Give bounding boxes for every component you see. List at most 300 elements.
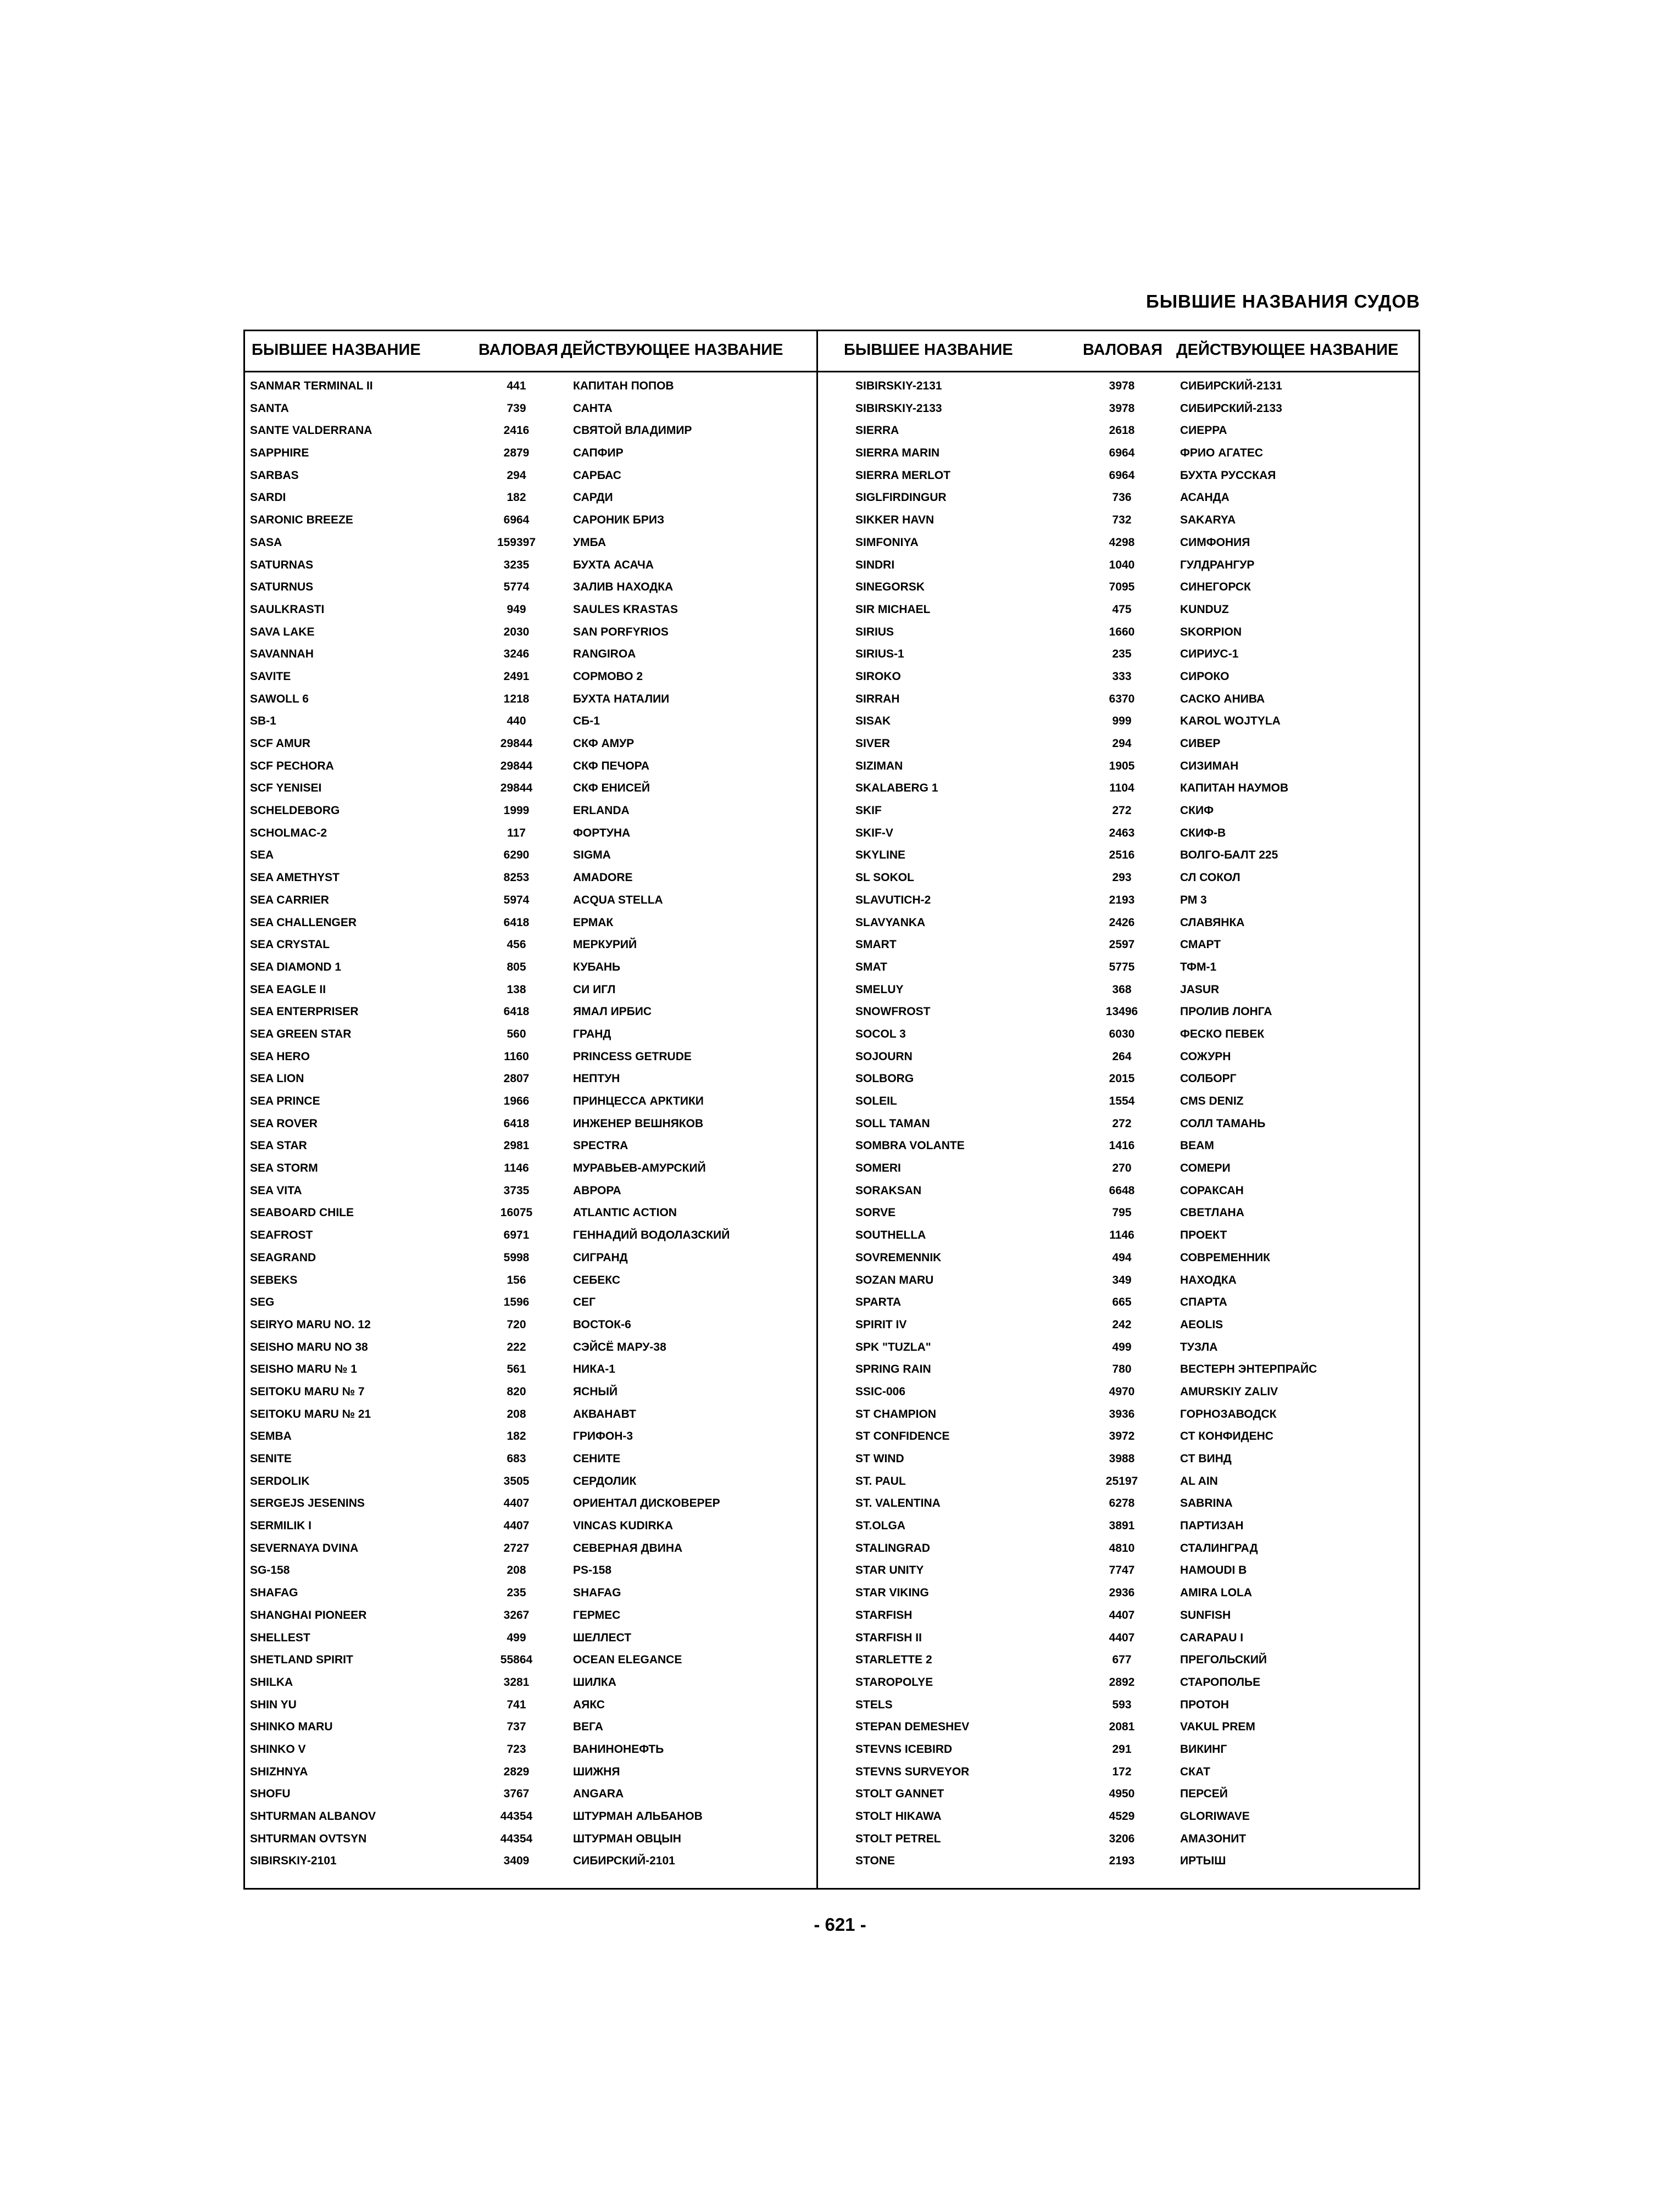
current-name-cell: НЕПТУН	[573, 1072, 620, 1085]
former-name-cell: SHETLAND SPIRIT	[250, 1653, 353, 1667]
former-name-cell: SIBIRSKIY-2133	[855, 402, 942, 415]
former-name-cell: SATURNAS	[250, 558, 314, 571]
header-divider	[245, 371, 1418, 372]
gross-tonnage-cell: 2081	[1109, 1720, 1135, 1734]
former-name-cell: SEA GREEN STAR	[250, 1027, 352, 1040]
former-name-cell: SOMBRA VOLANTE	[855, 1139, 965, 1152]
gross-tonnage-cell: 25197	[1105, 1474, 1138, 1488]
former-name-cell: SPK "TUZLA"	[855, 1340, 931, 1353]
former-name-cell: SCHELDEBORG	[250, 804, 340, 817]
former-name-cell: SIERRA	[855, 424, 899, 437]
gross-tonnage-cell: 2030	[503, 625, 530, 638]
gross-tonnage-cell: 741	[507, 1698, 526, 1711]
current-name-cell: ЯСНЫЙ	[573, 1385, 618, 1398]
gross-tonnage-cell: 456	[507, 938, 526, 951]
current-name-cell: BEAM	[1180, 1139, 1214, 1152]
current-name-cell: БУХТА РУССКАЯ	[1180, 469, 1276, 482]
former-name-cell: ST.OLGA	[855, 1519, 906, 1533]
current-name-cell: СЕГ	[573, 1296, 596, 1309]
gross-tonnage-cell: 499	[507, 1631, 526, 1644]
current-name-cell: SUNFISH	[1180, 1608, 1231, 1622]
gross-tonnage-cell: 55864	[500, 1653, 533, 1667]
current-name-cell: ИРТЫШ	[1180, 1854, 1226, 1868]
gross-tonnage-cell: 368	[1112, 983, 1132, 996]
current-name-cell: СЭЙСЁ МАРУ-38	[573, 1340, 666, 1353]
current-name-cell: ШТУРМАН ОВЦЫН	[573, 1832, 681, 1845]
former-name-cell: SIR MICHAEL	[855, 603, 931, 616]
current-name-cell: ГЕРМЕС	[573, 1608, 621, 1622]
former-name-cell: SHINKO V	[250, 1742, 306, 1756]
former-name-cell: SEA CRYSTAL	[250, 938, 330, 951]
current-name-cell: VINCAS KUDIRKA	[573, 1519, 674, 1533]
current-name-cell: ВАНИНОНЕФТЬ	[573, 1742, 664, 1756]
current-name-cell: СЛАВЯНКА	[1180, 916, 1245, 929]
current-name-cell: САСКО АНИВА	[1180, 692, 1265, 705]
current-name-cell: KUNDUZ	[1180, 603, 1229, 616]
current-name-cell: АМАЗОНИТ	[1180, 1832, 1247, 1845]
former-name-cell: STELS	[855, 1698, 893, 1711]
gross-tonnage-cell: 6370	[1109, 692, 1135, 705]
gross-tonnage-cell: 3267	[503, 1608, 530, 1622]
former-name-cell: SG-158	[250, 1564, 290, 1577]
gross-tonnage-cell: 44354	[500, 1810, 533, 1823]
former-name-cell: SLAVUTICH-2	[855, 893, 931, 906]
former-name-cell: SCHOLMAC-2	[250, 826, 327, 839]
gross-tonnage-cell: 593	[1112, 1698, 1132, 1711]
current-name-cell: АЯКС	[573, 1698, 605, 1711]
former-name-cell: SATURNUS	[250, 581, 314, 594]
current-name-cell: ВИКИНГ	[1180, 1742, 1227, 1756]
ship-names-table	[243, 330, 1420, 1890]
current-name-cell: ПЕРСЕЙ	[1180, 1787, 1228, 1801]
former-name-cell: STARFISH	[855, 1608, 913, 1622]
former-name-cell: SOMERI	[855, 1162, 901, 1175]
gross-tonnage-cell: 44354	[500, 1832, 533, 1845]
former-name-cell: STAROPOLYE	[855, 1675, 933, 1689]
current-name-cell: AEOLIS	[1180, 1318, 1223, 1331]
former-name-cell: STAR VIKING	[855, 1586, 929, 1600]
former-name-cell: SINEGORSK	[855, 581, 925, 594]
gross-tonnage-cell: 1218	[503, 692, 530, 705]
former-name-cell: SEA EAGLE II	[250, 983, 326, 996]
current-name-cell: ФОРТУНА	[573, 826, 631, 839]
current-name-cell: AMADORE	[573, 871, 633, 884]
current-name-cell: НИКА-1	[573, 1363, 615, 1376]
current-name-cell: PS-158	[573, 1564, 612, 1577]
gross-tonnage-cell: 999	[1112, 715, 1132, 728]
gross-tonnage-cell: 494	[1112, 1251, 1132, 1264]
former-name-cell: SHTURMAN OVTSYN	[250, 1832, 367, 1845]
current-name-cell: PRINCESS GETRUDE	[573, 1050, 692, 1063]
current-name-cell: AMURSKIY ZALIV	[1180, 1385, 1278, 1398]
former-name-cell: SOVREMENNIK	[855, 1251, 942, 1264]
gross-tonnage-cell: 29844	[500, 737, 533, 750]
header-former-name-right: БЫВШЕЕ НАЗВАНИЕ	[844, 341, 1013, 359]
former-name-cell: STOLT GANNET	[855, 1787, 944, 1801]
gross-tonnage-cell: 16075	[500, 1206, 533, 1219]
gross-tonnage-cell: 2416	[503, 424, 530, 437]
current-name-cell: OCEAN ELEGANCE	[573, 1653, 682, 1667]
current-name-cell: КУБАНЬ	[573, 960, 621, 973]
current-name-cell: ATLANTIC ACTION	[573, 1206, 677, 1219]
gross-tonnage-cell: 3891	[1109, 1519, 1135, 1533]
former-name-cell: SANTA	[250, 402, 289, 415]
gross-tonnage-cell: 1554	[1109, 1095, 1135, 1107]
gross-tonnage-cell: 2892	[1109, 1675, 1135, 1689]
former-name-cell: SMELUY	[855, 983, 904, 996]
former-name-cell: SEABOARD CHILE	[250, 1206, 354, 1219]
current-name-cell: СКФ АМУР	[573, 737, 635, 750]
gross-tonnage-cell: 1040	[1109, 558, 1135, 571]
current-name-cell: СЕВЕРНАЯ ДВИНА	[573, 1541, 683, 1555]
former-name-cell: SEISHO MARU NO 38	[250, 1340, 368, 1353]
former-name-cell: SEITOKU MARU № 21	[250, 1407, 371, 1420]
former-name-cell: SPRING RAIN	[855, 1363, 931, 1376]
current-name-cell: СПАРТА	[1180, 1296, 1227, 1309]
gross-tonnage-cell: 441	[507, 380, 526, 392]
former-name-cell: SIMFONIYA	[855, 536, 919, 549]
gross-tonnage-cell: 6278	[1109, 1497, 1135, 1510]
current-name-cell: SIGMA	[573, 849, 611, 862]
current-name-cell: СИРИУС-1	[1180, 648, 1239, 661]
current-name-cell: ШТУРМАН АЛЬБАНОВ	[573, 1810, 703, 1823]
gross-tonnage-cell: 1104	[1109, 782, 1134, 795]
current-name-cell: АВРОРА	[573, 1184, 621, 1197]
former-name-cell: SEA CHALLENGER	[250, 916, 357, 929]
former-name-cell: SEA CARRIER	[250, 893, 329, 906]
former-name-cell: SEITOKU MARU № 7	[250, 1385, 365, 1398]
gross-tonnage-cell: 440	[507, 715, 526, 728]
former-name-cell: STARLETTE 2	[855, 1653, 932, 1667]
current-name-cell: JASUR	[1180, 983, 1220, 996]
current-name-cell: САНТА	[573, 402, 613, 415]
former-name-cell: SEISHO MARU № 1	[250, 1363, 357, 1376]
former-name-cell: SEAFROST	[250, 1229, 313, 1242]
current-name-cell: ПРОТОН	[1180, 1698, 1229, 1711]
gross-tonnage-cell: 264	[1112, 1050, 1132, 1063]
gross-tonnage-cell: 172	[1112, 1765, 1132, 1778]
former-name-cell: SHAFAG	[250, 1586, 298, 1600]
former-name-cell: SOCOL 3	[855, 1027, 906, 1040]
gross-tonnage-cell: 8253	[503, 871, 530, 884]
current-name-cell: АСАНДА	[1180, 491, 1230, 504]
current-name-cell: СОЛЛ ТАМАНЬ	[1180, 1117, 1266, 1130]
current-name-cell: СИНЕГОРСК	[1180, 581, 1251, 594]
former-name-cell: SANMAR TERMINAL II	[250, 380, 373, 392]
former-name-cell: SCF YENISEI	[250, 782, 322, 795]
current-name-cell: СЕНИТЕ	[573, 1452, 621, 1465]
gross-tonnage-cell: 208	[507, 1564, 526, 1577]
former-name-cell: SEA	[250, 849, 274, 862]
gross-tonnage-cell: 5774	[503, 581, 530, 594]
current-name-cell: ANGARA	[573, 1787, 624, 1801]
former-name-cell: STAR UNITY	[855, 1564, 924, 1577]
current-name-cell: ВЕГА	[573, 1720, 603, 1734]
current-name-cell: ГЕННАДИЙ ВОДОЛАЗСКИЙ	[573, 1229, 730, 1242]
gross-tonnage-cell: 117	[507, 826, 526, 839]
gross-tonnage-cell: 736	[1112, 491, 1132, 504]
former-name-cell: ST WIND	[855, 1452, 904, 1465]
former-name-cell: SPIRIT IV	[855, 1318, 907, 1331]
gross-tonnage-cell: 4810	[1109, 1541, 1135, 1555]
current-name-cell: СМАРТ	[1180, 938, 1221, 951]
former-name-cell: SARDI	[250, 491, 286, 504]
former-name-cell: SEG	[250, 1296, 275, 1309]
former-name-cell: SEAGRAND	[250, 1251, 316, 1264]
current-name-cell: SPECTRA	[573, 1139, 628, 1152]
gross-tonnage-cell: 3936	[1109, 1407, 1135, 1420]
former-name-cell: SOZAN MARU	[855, 1273, 934, 1286]
former-name-cell: ST CONFIDENCE	[855, 1430, 950, 1443]
current-name-cell: СИЕРРА	[1180, 424, 1227, 437]
former-name-cell: SKYLINE	[855, 849, 906, 862]
current-name-cell: RANGIROA	[573, 648, 636, 661]
former-name-cell: SEA STAR	[250, 1139, 307, 1152]
former-name-cell: SKALABERG 1	[855, 782, 938, 795]
former-name-cell: SIERRA MERLOT	[855, 469, 951, 482]
former-name-cell: SIROKO	[855, 670, 901, 683]
former-name-cell: SINDRI	[855, 558, 895, 571]
gross-tonnage-cell: 294	[1112, 737, 1132, 750]
gross-tonnage-cell: 795	[1112, 1206, 1132, 1219]
gross-tonnage-cell: 6030	[1109, 1027, 1135, 1040]
gross-tonnage-cell: 291	[1112, 1742, 1132, 1756]
current-name-cell: SABRINA	[1180, 1497, 1233, 1510]
current-name-cell: НАХОДКА	[1180, 1273, 1237, 1286]
former-name-cell: SIRIUS	[855, 625, 894, 638]
gross-tonnage-cell: 1146	[504, 1162, 529, 1175]
former-name-cell: SEA VITA	[250, 1184, 302, 1197]
former-name-cell: SNOWFROST	[855, 1005, 931, 1018]
gross-tonnage-cell: 723	[507, 1742, 526, 1756]
current-name-cell: СТ ВИНД	[1180, 1452, 1232, 1465]
current-name-cell: САРОНИК БРИЗ	[573, 514, 665, 527]
gross-tonnage-cell: 272	[1112, 1117, 1132, 1130]
former-name-cell: SIKKER HAVN	[855, 514, 934, 527]
former-name-cell: ST CHAMPION	[855, 1407, 936, 1420]
gross-tonnage-cell: 2981	[503, 1139, 530, 1152]
gross-tonnage-cell: 2426	[1109, 916, 1135, 929]
gross-tonnage-cell: 2193	[1109, 1854, 1135, 1868]
current-name-cell: МУРАВЬЕВ-АМУРСКИЙ	[573, 1162, 706, 1175]
former-name-cell: SEA LION	[250, 1072, 304, 1085]
current-name-cell: СТ КОНФИДЕНС	[1180, 1430, 1273, 1443]
current-name-cell: СЕБЕКС	[573, 1273, 620, 1286]
gross-tonnage-cell: 333	[1112, 670, 1132, 683]
former-name-cell: STEVNS SURVEYOR	[855, 1765, 970, 1778]
gross-tonnage-cell: 270	[1112, 1162, 1132, 1175]
former-name-cell: SIRRAH	[855, 692, 900, 705]
current-name-cell: SAN PORFYRIOS	[573, 625, 669, 638]
gross-tonnage-cell: 780	[1112, 1363, 1132, 1376]
gross-tonnage-cell: 4407	[1109, 1631, 1135, 1644]
current-name-cell: КАПИТАН ПОПОВ	[573, 380, 674, 392]
current-name-cell: ПРОЕКТ	[1180, 1229, 1227, 1242]
current-name-cell: VAKUL PREM	[1180, 1720, 1255, 1734]
current-name-cell: ОРИЕНТАЛ ДИСКОВЕРЕР	[573, 1497, 720, 1510]
current-name-cell: СИБИРСКИЙ-2131	[1180, 380, 1282, 392]
column-divider	[816, 331, 818, 1888]
former-name-cell: SHANGHAI PIONEER	[250, 1608, 367, 1622]
current-name-cell: УМБА	[573, 536, 607, 549]
current-name-cell: ИНЖЕНЕР ВЕШНЯКОВ	[573, 1117, 704, 1130]
current-name-cell: БУХТА НАТАЛИИ	[573, 692, 670, 705]
current-name-cell: СЕРДОЛИК	[573, 1474, 637, 1488]
gross-tonnage-cell: 560	[507, 1027, 526, 1040]
current-name-cell: СИРОКО	[1180, 670, 1230, 683]
current-name-cell: СВЯТОЙ ВЛАДИМИР	[573, 424, 692, 437]
former-name-cell: SOLEIL	[855, 1095, 897, 1107]
current-name-cell: ПРЕГОЛЬСКИЙ	[1180, 1653, 1267, 1667]
gross-tonnage-cell: 235	[507, 1586, 526, 1600]
current-name-cell: ВОСТОК-6	[573, 1318, 631, 1331]
current-name-cell: СКИФ-В	[1180, 826, 1226, 839]
gross-tonnage-cell: 720	[507, 1318, 526, 1331]
gross-tonnage-cell: 3206	[1109, 1832, 1135, 1845]
former-name-cell: SEA AMETHYST	[250, 871, 340, 884]
former-name-cell: STARFISH II	[855, 1631, 922, 1644]
gross-tonnage-cell: 3505	[503, 1474, 530, 1488]
former-name-cell: SKIF-V	[855, 826, 893, 839]
gross-tonnage-cell: 293	[1112, 871, 1132, 884]
former-name-cell: SIERRA MARIN	[855, 447, 940, 460]
former-name-cell: STALINGRAD	[855, 1541, 931, 1555]
gross-tonnage-cell: 6290	[503, 849, 530, 862]
gross-tonnage-cell: 6964	[503, 514, 530, 527]
gross-tonnage-cell: 4407	[503, 1497, 530, 1510]
former-name-cell: SHTURMAN ALBANOV	[250, 1810, 376, 1823]
gross-tonnage-cell: 242	[1112, 1318, 1132, 1331]
current-name-cell: СИГРАНД	[573, 1251, 628, 1264]
former-name-cell: SHILKA	[250, 1675, 293, 1689]
former-name-cell: SHOFU	[250, 1787, 291, 1801]
former-name-cell: SIGLFIRDINGUR	[855, 491, 947, 504]
former-name-cell: SEA ENTERPRISER	[250, 1005, 359, 1018]
current-name-cell: РМ 3	[1180, 893, 1207, 906]
former-name-cell: SAWOLL 6	[250, 692, 309, 705]
former-name-cell: SIVER	[855, 737, 891, 750]
header-former-name-left: БЫВШЕЕ НАЗВАНИЕ	[252, 341, 421, 359]
gross-tonnage-cell: 499	[1112, 1340, 1132, 1353]
current-name-cell: SKORPION	[1180, 625, 1242, 638]
current-name-cell: ВЕСТЕРН ЭНТЕРПРАЙС	[1180, 1363, 1317, 1376]
gross-tonnage-cell: 3281	[503, 1675, 530, 1689]
former-name-cell: SKIF	[855, 804, 882, 817]
current-name-cell: САПФИР	[573, 447, 624, 460]
current-name-cell: СТАЛИНГРАД	[1180, 1541, 1258, 1555]
current-name-cell: ЯМАЛ ИРБИС	[573, 1005, 652, 1018]
gross-tonnage-cell: 7095	[1109, 581, 1135, 594]
former-name-cell: SEA DIAMOND 1	[250, 960, 342, 973]
gross-tonnage-cell: 182	[507, 1430, 526, 1443]
current-name-cell: ШИЖНЯ	[573, 1765, 620, 1778]
former-name-cell: SIBIRSKIY-2131	[855, 380, 942, 392]
current-name-cell: CARAPAU I	[1180, 1631, 1244, 1644]
former-name-cell: SIRIUS-1	[855, 648, 904, 661]
gross-tonnage-cell: 3409	[503, 1854, 530, 1868]
current-name-cell: БУХТА АСАЧА	[573, 558, 654, 571]
gross-tonnage-cell: 294	[507, 469, 526, 482]
current-name-cell: ГУЛДРАНГУР	[1180, 558, 1255, 571]
current-name-cell: ШИЛКА	[573, 1675, 616, 1689]
current-name-cell: ЗАЛИВ НАХОДКА	[573, 581, 674, 594]
gross-tonnage-cell: 2618	[1109, 424, 1135, 437]
gross-tonnage-cell: 6964	[1109, 469, 1135, 482]
gross-tonnage-cell: 4298	[1109, 536, 1135, 549]
current-name-cell: SAULES KRASTAS	[573, 603, 678, 616]
gross-tonnage-cell: 2807	[503, 1072, 530, 1085]
current-name-cell: СИВЕР	[1180, 737, 1221, 750]
gross-tonnage-cell: 2463	[1109, 826, 1135, 839]
gross-tonnage-cell: 13496	[1105, 1005, 1138, 1018]
former-name-cell: STEPAN DEMESHEV	[855, 1720, 970, 1734]
current-name-cell: СКИФ	[1180, 804, 1214, 817]
gross-tonnage-cell: 2193	[1109, 893, 1135, 906]
current-name-cell: ACQUA STELLA	[573, 893, 663, 906]
former-name-cell: SANTE VALDERRANA	[250, 424, 372, 437]
current-name-cell: ФРИО АГАТЕС	[1180, 447, 1264, 460]
former-name-cell: SORAKSAN	[855, 1184, 922, 1197]
current-name-cell: СИЗИМАН	[1180, 759, 1239, 772]
gross-tonnage-cell: 1660	[1109, 625, 1135, 638]
former-name-cell: STEVNS ICEBIRD	[855, 1742, 953, 1756]
former-name-cell: SHIZHNYA	[250, 1765, 308, 1778]
header-current-name-left: ДЕЙСТВУЮЩЕЕ НАЗВАНИЕ	[561, 341, 783, 359]
gross-tonnage-cell: 677	[1112, 1653, 1132, 1667]
former-name-cell: ST. PAUL	[855, 1474, 906, 1488]
current-name-cell: АКВАНАВТ	[573, 1407, 636, 1420]
former-name-cell: SMART	[855, 938, 897, 951]
current-name-cell: СКФ ЕНИСЕЙ	[573, 782, 650, 795]
gross-tonnage-cell: 2597	[1109, 938, 1135, 951]
gross-tonnage-cell: 739	[507, 402, 526, 415]
gross-tonnage-cell: 3246	[503, 648, 530, 661]
former-name-cell: SEVERNAYA DVINA	[250, 1541, 359, 1555]
current-name-cell: МЕРКУРИЙ	[573, 938, 637, 951]
gross-tonnage-cell: 805	[507, 960, 526, 973]
former-name-cell: SCF PECHORA	[250, 759, 334, 772]
current-name-cell: ГРАНД	[573, 1027, 611, 1040]
gross-tonnage-cell: 29844	[500, 782, 533, 795]
current-name-cell: СТАРОПОЛЬЕ	[1180, 1675, 1261, 1689]
gross-tonnage-cell: 3988	[1109, 1452, 1135, 1465]
gross-tonnage-cell: 235	[1112, 648, 1132, 661]
former-name-cell: SOUTHELLA	[855, 1229, 926, 1242]
former-name-cell: SEIRYO MARU NO. 12	[250, 1318, 371, 1331]
current-name-cell: СИ ИГЛ	[573, 983, 616, 996]
current-name-cell: HAMOUDI B	[1180, 1564, 1247, 1577]
current-name-cell: СВЕТЛАНА	[1180, 1206, 1244, 1219]
page-number: - 621 -	[814, 1914, 866, 1935]
former-name-cell: SEMBA	[250, 1430, 292, 1443]
gross-tonnage-cell: 2516	[1109, 849, 1135, 862]
page-title: БЫВШИЕ НАЗВАНИЯ СУДОВ	[1146, 291, 1420, 311]
gross-tonnage-cell: 156	[507, 1273, 526, 1286]
current-name-cell: СОЖУРН	[1180, 1050, 1231, 1063]
current-name-cell: ВОЛГО-БАЛТ 225	[1180, 849, 1278, 862]
former-name-cell: ST. VALENTINA	[855, 1497, 941, 1510]
former-name-cell: SAVANNAH	[250, 648, 314, 661]
current-name-cell: GLORIWAVE	[1180, 1810, 1250, 1823]
gross-tonnage-cell: 6418	[503, 1005, 530, 1018]
former-name-cell: SEA PRINCE	[250, 1095, 320, 1107]
gross-tonnage-cell: 349	[1112, 1273, 1132, 1286]
gross-tonnage-cell: 4407	[503, 1519, 530, 1533]
former-name-cell: SL SOKOL	[855, 871, 914, 884]
former-name-cell: SMAT	[855, 960, 887, 973]
current-name-cell: СОМЕРИ	[1180, 1162, 1231, 1175]
gross-tonnage-cell: 732	[1112, 514, 1132, 527]
